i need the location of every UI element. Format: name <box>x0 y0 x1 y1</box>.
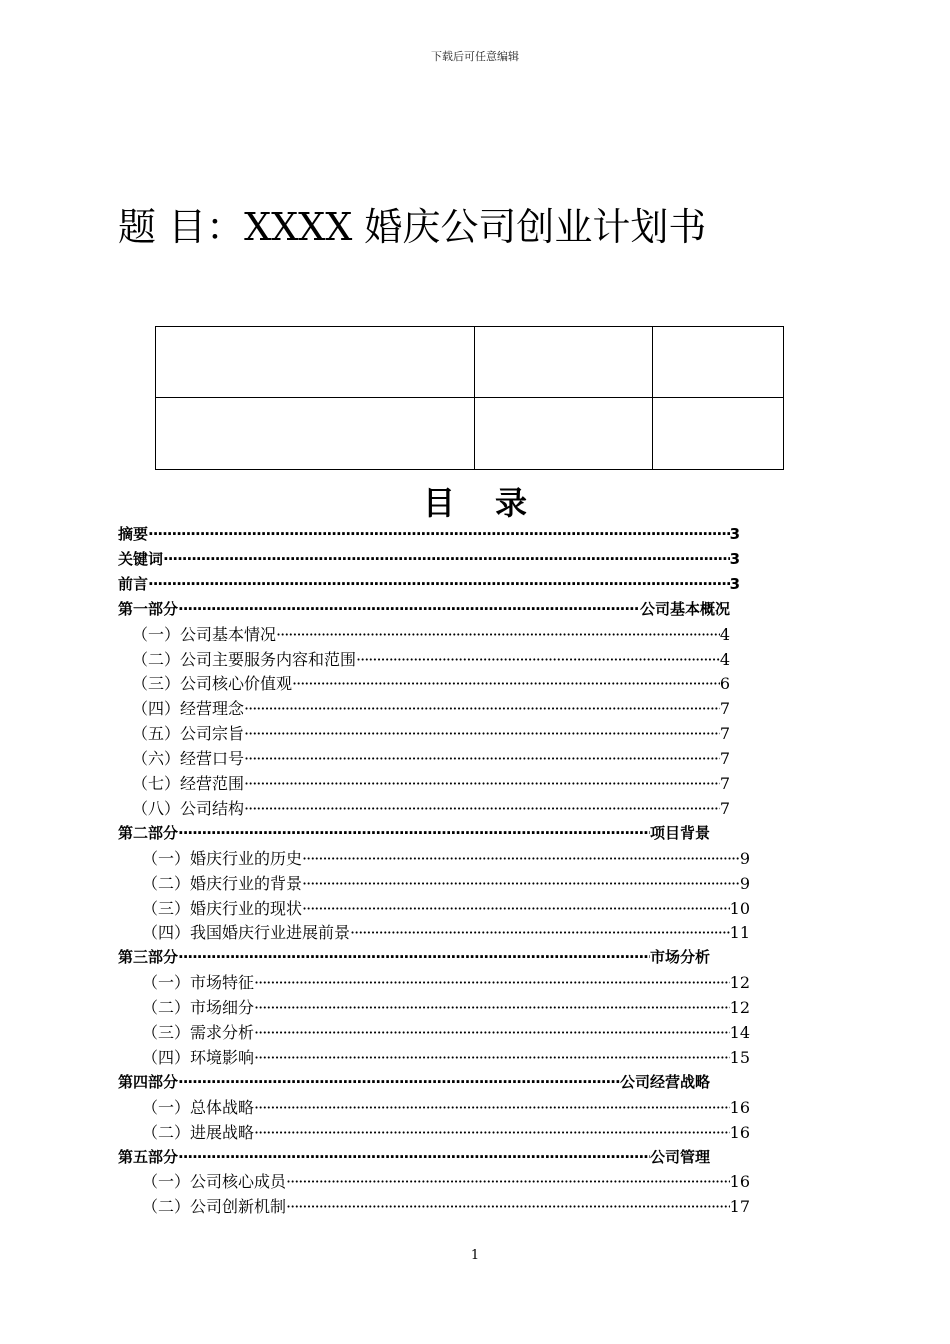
toc-entry-label: （二）公司创新机制 <box>142 1197 287 1217</box>
toc-entry-label: （一）市场特征 <box>142 973 255 993</box>
toc-dot-leader <box>254 1120 730 1145</box>
toc-entry[interactable] <box>142 896 750 921</box>
toc-entry[interactable] <box>142 1045 750 1070</box>
toc-entry-label: （一）婚庆行业的历史 <box>142 848 303 868</box>
toc-entry-label: 前言 <box>118 574 149 593</box>
toc-dot-leader <box>244 746 720 771</box>
toc-entry-page: 7 <box>719 749 730 769</box>
toc-entry-label: （一）公司核心成员 <box>142 1172 287 1192</box>
toc-entry[interactable] <box>132 721 730 746</box>
toc-dot-leader <box>254 1045 730 1070</box>
toc-entry[interactable] <box>132 746 730 771</box>
toc-entry-page: 7 <box>719 699 730 719</box>
table-cell <box>475 327 653 398</box>
toc-entry-label: （四）环境影响 <box>142 1047 255 1067</box>
toc-entry-label: 第一部分 <box>118 599 179 618</box>
table-row <box>156 327 784 398</box>
toc-dot-leader <box>148 572 730 597</box>
toc-entry[interactable] <box>118 547 740 572</box>
toc-dot-leader <box>350 920 730 945</box>
toc-entry[interactable] <box>132 622 730 647</box>
toc-entry-label: （八）公司结构 <box>132 798 245 818</box>
toc-dot-leader <box>302 846 740 871</box>
toc-entry[interactable] <box>118 821 710 846</box>
toc-entry-page: 16 <box>729 1172 750 1192</box>
toc-entry-page: 12 <box>729 973 750 993</box>
toc-entry-page: 3 <box>729 549 740 568</box>
toc-entry-page: 14 <box>729 1023 750 1042</box>
toc-entry-page: 16 <box>729 1122 750 1142</box>
toc-dot-leader <box>302 896 730 921</box>
toc-entry[interactable] <box>118 522 740 547</box>
table-cell <box>475 398 653 470</box>
toc-entry-page: 4 <box>719 624 730 644</box>
toc-dot-leader <box>254 970 730 995</box>
table-cell <box>156 398 475 470</box>
toc-dot-leader <box>292 671 720 696</box>
toc-entry-page: 15 <box>729 1047 750 1067</box>
toc-dot-leader <box>302 871 740 896</box>
toc-entry-page: 6 <box>719 674 730 694</box>
toc-entry[interactable] <box>142 1194 750 1219</box>
toc-dot-leader <box>244 721 720 746</box>
toc-entry[interactable] <box>142 1120 750 1145</box>
toc-entry-page: 公司经营战略 <box>619 1072 710 1091</box>
toc-entry[interactable] <box>142 1020 750 1045</box>
toc-entry-label: （二）公司主要服务内容和范围 <box>132 649 357 669</box>
toc-entry-label: （七）经营范围 <box>132 774 245 793</box>
toc-entry[interactable] <box>132 671 730 696</box>
toc-entry[interactable] <box>118 572 740 597</box>
toc-entry-label: （五）公司宗旨 <box>132 724 245 744</box>
toc-dot-leader <box>244 796 720 821</box>
toc-entry-page: 公司基本概况 <box>639 599 730 618</box>
toc-entry-page: 12 <box>729 998 750 1018</box>
toc-entry-label: （三）公司核心价值观 <box>132 674 293 694</box>
toc-dot-leader <box>286 1169 730 1194</box>
toc-entry[interactable] <box>142 920 750 945</box>
toc-dot-leader <box>178 1145 650 1170</box>
toc-entry[interactable] <box>142 970 750 995</box>
toc-entry-page: 16 <box>729 1097 750 1117</box>
toc-entry-page: 11 <box>729 923 750 943</box>
toc-entry-label: （三）需求分析 <box>142 1023 255 1042</box>
header-note: 下载后可任意编辑 <box>431 50 519 63</box>
toc-dot-leader <box>276 622 720 647</box>
table-cell <box>156 327 475 398</box>
toc-entry-label: （二）市场细分 <box>142 998 255 1018</box>
toc-entry-page: 9 <box>739 848 750 868</box>
toc-heading-char: 目 <box>422 484 455 522</box>
toc-entry-label: （四）经营理念 <box>132 699 245 719</box>
document-title: 题 目：XXXX 婚庆公司创业计划书 <box>118 205 707 249</box>
toc-entry[interactable] <box>118 1070 710 1095</box>
toc-dot-leader <box>148 522 730 547</box>
toc-dot-leader <box>356 647 720 672</box>
table-cell <box>653 327 784 398</box>
toc-entry-label: 关键词 <box>118 549 164 568</box>
toc-entry-label: （四）我国婚庆行业进展前景 <box>142 923 351 943</box>
toc-heading <box>0 478 950 524</box>
toc-entry-page: 17 <box>729 1197 750 1217</box>
toc-entry-page: 4 <box>719 649 730 669</box>
toc-dot-leader <box>254 995 730 1020</box>
toc-dot-leader <box>178 821 650 846</box>
table-cell <box>653 398 784 470</box>
toc-entry-page: 7 <box>719 798 730 818</box>
toc-entry[interactable] <box>142 995 750 1020</box>
toc-entry[interactable] <box>118 945 710 970</box>
toc-entry-page: 3 <box>729 574 740 593</box>
toc-heading-char: 录 <box>495 484 528 522</box>
page-number: 1 <box>470 1248 480 1263</box>
toc-entry-label: （一）总体战略 <box>142 1097 255 1117</box>
toc-entry[interactable] <box>118 1145 710 1170</box>
toc-entry[interactable] <box>132 796 730 821</box>
toc-entry-page: 项目背景 <box>649 823 710 842</box>
toc-dot-leader <box>286 1194 730 1219</box>
toc-entry-label: （三）婚庆行业的现状 <box>142 898 303 918</box>
toc-entry[interactable] <box>132 696 730 721</box>
table-row <box>156 398 784 470</box>
toc-entry-page: 10 <box>729 898 750 918</box>
toc-entry-page: 7 <box>719 774 730 793</box>
toc-entry-label: 第三部分 <box>118 948 179 967</box>
toc-entry-label: （一）公司基本情况 <box>132 624 277 644</box>
toc-dot-leader <box>254 1020 730 1045</box>
toc-entry[interactable] <box>142 871 750 896</box>
toc-entry-label: 第二部分 <box>118 823 179 842</box>
toc-entry-label: 第四部分 <box>118 1072 179 1091</box>
toc-entry[interactable] <box>142 846 750 871</box>
toc-entry-label: （六）经营口号 <box>132 749 245 769</box>
toc-entry-page: 公司管理 <box>649 1147 710 1166</box>
toc-dot-leader <box>178 1070 620 1095</box>
toc-entry-page: 3 <box>729 525 740 543</box>
toc-entry[interactable] <box>118 597 730 622</box>
toc-dot-leader <box>178 597 640 622</box>
toc-dot-leader <box>254 1095 730 1120</box>
toc-dot-leader <box>244 771 720 796</box>
toc-entry[interactable] <box>142 1095 750 1120</box>
toc-entry-label: 摘要 <box>118 525 149 543</box>
toc-dot-leader <box>163 547 730 572</box>
toc-entry-label: （二）婚庆行业的背景 <box>142 873 303 893</box>
toc-dot-leader <box>178 945 650 970</box>
toc-entry-label: 第五部分 <box>118 1147 179 1166</box>
toc-entry[interactable] <box>132 771 730 796</box>
toc-entry-page: 市场分析 <box>649 948 710 967</box>
toc-entry-page: 9 <box>739 873 750 893</box>
toc-entry[interactable] <box>132 647 730 672</box>
toc-entry-label: （二）进展战略 <box>142 1122 255 1142</box>
toc-entry-page: 7 <box>719 724 730 744</box>
toc-entry[interactable] <box>142 1169 750 1194</box>
info-table <box>155 326 784 470</box>
toc-dot-leader <box>244 696 720 721</box>
